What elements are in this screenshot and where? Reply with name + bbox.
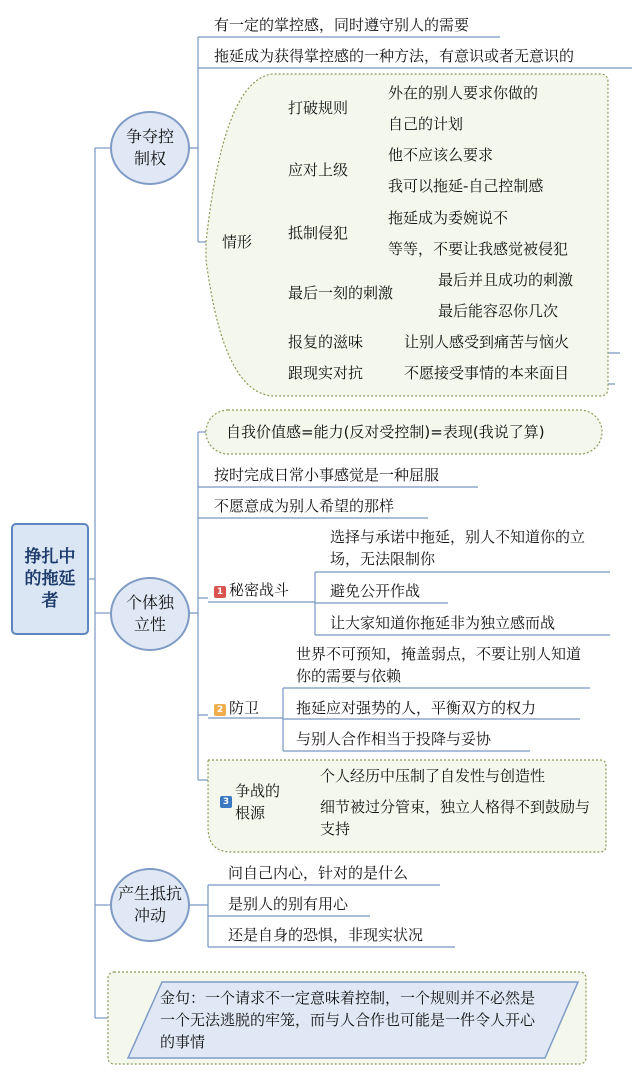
secret-fight-item-3: 让大家知道你拖延非为独立感而战 (330, 614, 556, 632)
break-rules-item-2: 自己的计划 (388, 115, 464, 133)
control-item-2: 拖延成为获得掌控感的一种方法，有意识或者无意识的 (214, 47, 575, 65)
secret-fight-label (214, 579, 289, 601)
branch-independence-title: 个体独立性 (125, 593, 174, 634)
roots-item-1: 个人经历中压制了自发性与创造性 (320, 767, 546, 785)
group-against-reality: 跟现实对抗 (288, 364, 364, 382)
root-node[interactable] (11, 523, 89, 635)
self-worth-formula: 自我价值感=能力(反对受控制)=表现(我说了算) (226, 423, 545, 441)
against-reality-item-1: 不愿接受事情的本来面目 (404, 364, 570, 382)
root-title: 挣扎中的拖延者 (24, 547, 76, 611)
roots-label (220, 780, 287, 824)
deal-boss-item-1: 他不应该么要求 (388, 146, 494, 164)
resistance-item-2: 是别人的别有用心 (228, 895, 349, 913)
secret-fight-item-1: 选择与承诺中拖延，别人不知道你的立场，无法限制你 (330, 528, 586, 568)
roots-text: 争战的根源 (235, 782, 281, 822)
group-last-minute: 最后一刻的刺激 (288, 284, 394, 302)
defense-text: 防卫 (229, 699, 260, 717)
resist-invasion-item-1: 拖延成为委婉说不 (388, 209, 509, 227)
defense-label (214, 697, 259, 719)
branch-control-node[interactable] (110, 111, 190, 185)
control-item-1: 有一定的掌控感，同时遵守别人的需要 (214, 16, 470, 34)
branch-control-title: 争夺控制权 (125, 127, 174, 168)
secret-fight-text: 秘密战斗 (229, 581, 290, 599)
resistance-item-3: 还是自身的恐惧，非现实状况 (228, 926, 424, 944)
resist-invasion-item-2: 等等，不要让我感觉被侵犯 (388, 240, 569, 258)
independence-item-2: 不愿意成为别人希望的那样 (214, 497, 395, 515)
group-deal-boss: 应对上级 (288, 161, 349, 179)
priority-2-icon: 2 (214, 704, 226, 716)
situation-label: 情形 (222, 233, 253, 251)
defense-item-1: 世界不可预知，掩盖弱点，不要让别人知道你的需要与依赖 (296, 645, 582, 685)
priority-3-icon: 3 (220, 796, 232, 808)
last-minute-item-1: 最后并且成功的刺激 (438, 271, 574, 289)
priority-1-icon: 1 (214, 586, 226, 598)
independence-item-1: 按时完成日常小事感觉是一种屈服 (214, 466, 440, 484)
defense-item-3: 与别人合作相当于投降与妥协 (296, 730, 492, 748)
group-break-rules: 打破规则 (288, 99, 349, 117)
branch-independence-node[interactable] (110, 577, 190, 651)
break-rules-item-1: 外在的别人要求你做的 (388, 84, 539, 102)
branch-resistance-title: 产生抵抗冲动 (118, 884, 183, 925)
last-minute-item-2: 最后能容忍你几次 (438, 302, 559, 320)
group-revenge: 报复的滋味 (288, 333, 364, 351)
branch-resistance-node[interactable] (110, 868, 190, 942)
defense-item-2: 拖延应对强势的人，平衡双方的权力 (296, 699, 537, 717)
deal-boss-item-2: 我可以拖延-自己控制感 (388, 177, 544, 195)
golden-quote: 金句：一个请求不一定意味着控制，一个规则并不必然是一个无法逃脱的牢笼，而与人合作也可能是一件令人开心的事情 (160, 989, 536, 1051)
secret-fight-item-2: 避免公开作战 (330, 582, 421, 600)
resistance-item-1: 问自己内心，针对的是什么 (228, 864, 409, 882)
group-resist-invasion: 抵制侵犯 (288, 224, 349, 242)
roots-item-2: 细节被过分管束，独立人格得不到鼓励与支持 (320, 798, 591, 838)
revenge-item-1: 让别人感受到痛苦与恼火 (404, 333, 570, 351)
